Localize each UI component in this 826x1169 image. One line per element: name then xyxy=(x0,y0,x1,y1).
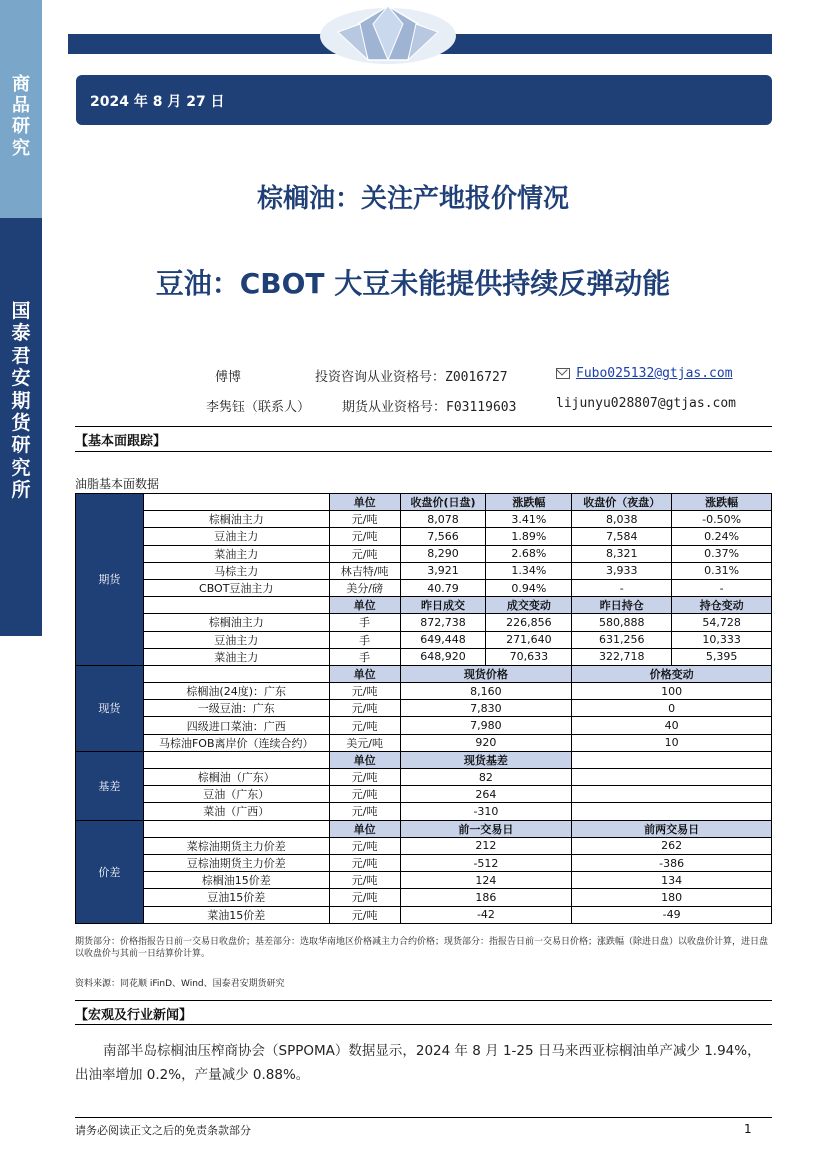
section-news-title: 【宏观及行业新闻】 xyxy=(75,1008,193,1023)
table-row xyxy=(76,528,772,545)
table-row xyxy=(76,820,772,837)
sidebar-institute-label: 国 泰 君 安 期 货 研 究 所 xyxy=(11,300,31,502)
divider xyxy=(75,426,772,427)
table-row xyxy=(76,562,772,579)
table-cell: 元/吨 xyxy=(329,837,400,854)
table-row xyxy=(76,803,772,820)
table-cell: 8,321 xyxy=(572,545,672,562)
table-row xyxy=(76,854,772,871)
group-label-spot: 现货 xyxy=(76,665,144,751)
table-row xyxy=(76,648,772,665)
table-cell: 100 xyxy=(572,683,772,700)
table-cell: 0.37% xyxy=(672,545,772,562)
group-label-basis: 基差 xyxy=(76,751,144,820)
table-cell xyxy=(143,751,329,768)
sub-title: 豆油：CBOT 大豆未能提供持续反弹动能 xyxy=(155,267,671,300)
table-cell: 920 xyxy=(400,734,572,751)
table-cell: 元/吨 xyxy=(329,717,400,734)
table-cell: 元/吨 xyxy=(329,854,400,871)
table-row xyxy=(76,751,772,768)
table-cell: 40.79 xyxy=(400,579,486,596)
table-cell xyxy=(572,786,772,803)
table-cell xyxy=(143,494,329,511)
table-cell: 264 xyxy=(400,786,572,803)
table-cell: 7,566 xyxy=(400,528,486,545)
row-label: 豆棕油期货主力价差 xyxy=(143,854,329,871)
table-row xyxy=(76,614,772,631)
table-cell: 3,921 xyxy=(400,562,486,579)
table-cell: 元/吨 xyxy=(329,769,400,786)
table-cell: - xyxy=(572,579,672,596)
fundamentals-table xyxy=(75,493,772,924)
table-cell: 元/吨 xyxy=(329,786,400,803)
author-cert-2: 期货从业资格号：F03119603 xyxy=(342,400,517,415)
column-header: 收盘价（夜盘） xyxy=(572,494,672,511)
column-header: 持仓变动 xyxy=(672,597,772,614)
table-cell: 0.31% xyxy=(672,562,772,579)
table-cell: 元/吨 xyxy=(329,545,400,562)
table-cell: 872,738 xyxy=(400,614,486,631)
table-cell xyxy=(572,769,772,786)
column-header: 昨日持仓 xyxy=(572,597,672,614)
table-row xyxy=(76,786,772,803)
table-cell: -42 xyxy=(400,906,572,923)
row-label: 菜油主力 xyxy=(143,545,329,562)
table-cell: 元/吨 xyxy=(329,528,400,545)
row-label: 四级进口菜油：广西 xyxy=(143,717,329,734)
table-cell: 648,920 xyxy=(400,648,486,665)
mail-icon xyxy=(556,368,570,379)
table-cell: -310 xyxy=(400,803,572,820)
table-cell xyxy=(572,803,772,820)
table-cell: 580,888 xyxy=(572,614,672,631)
column-header: 现货价格 xyxy=(400,665,572,682)
column-header: 单位 xyxy=(329,751,400,768)
table-cell: 124 xyxy=(400,872,572,889)
table-cell: 322,718 xyxy=(572,648,672,665)
table-cell: 8,038 xyxy=(572,511,672,528)
table-cell: 631,256 xyxy=(572,631,672,648)
data-source: 资料来源：同花顺 iFinD、Wind、国泰君安期货研究 xyxy=(75,979,285,989)
divider xyxy=(75,1000,772,1001)
table-cell: 元/吨 xyxy=(329,511,400,528)
table-cell: -512 xyxy=(400,854,572,871)
table-cell: 10 xyxy=(572,734,772,751)
column-header: 成交变动 xyxy=(486,597,572,614)
table-cell: 10,333 xyxy=(672,631,772,648)
table-cell: 0.94% xyxy=(486,579,572,596)
news-paragraph: 南部半岛棕榈油压榨商协会（SPPOMA）数据显示，2024 年 8 月 1-25 日马来西亚棕榈油单产减少 1.94%，出油率增加 0.2%，产量减少 0.88%。 xyxy=(75,1043,761,1083)
author-cert-1: 投资咨询从业资格号：Z0016727 xyxy=(315,370,508,385)
table-cell: 1.34% xyxy=(486,562,572,579)
table-cell: 3,933 xyxy=(572,562,672,579)
table-cell: 40 xyxy=(572,717,772,734)
table-cell: 3.41% xyxy=(486,511,572,528)
column-header: 涨跌幅 xyxy=(672,494,772,511)
row-label: 棕榈油（广东） xyxy=(143,769,329,786)
table-cell: 134 xyxy=(572,872,772,889)
diamond-logo-icon xyxy=(318,2,458,66)
table-row xyxy=(76,837,772,854)
table-row xyxy=(76,631,772,648)
group-label-spread: 价差 xyxy=(76,820,144,923)
main-title: 棕榈油：关注产地报价情况 xyxy=(256,184,569,214)
table-cell: 手 xyxy=(329,648,400,665)
table-cell: 元/吨 xyxy=(329,889,400,906)
table-cell: 手 xyxy=(329,614,400,631)
author-email-row-1 xyxy=(556,366,733,381)
table-cell: 649,448 xyxy=(400,631,486,648)
table-title: 油脂基本面数据 xyxy=(75,477,160,491)
table-row xyxy=(76,545,772,562)
table-cell: - xyxy=(672,579,772,596)
table-cell: 8,290 xyxy=(400,545,486,562)
table-cell: 262 xyxy=(572,837,772,854)
row-label: 棕榈油主力 xyxy=(143,614,329,631)
row-label: CBOT豆油主力 xyxy=(143,579,329,596)
sidebar-category-label: 商 品 研 究 xyxy=(12,74,30,159)
table-cell xyxy=(143,820,329,837)
table-cell: 0.24% xyxy=(672,528,772,545)
row-label: 马棕油FOB离岸价（连续合约） xyxy=(143,734,329,751)
footer-divider xyxy=(75,1117,772,1118)
table-row xyxy=(76,597,772,614)
row-label: 棕榈油主力 xyxy=(143,511,329,528)
divider xyxy=(75,451,772,452)
author-email-2[interactable]: lijunyu028807@gtjas.com xyxy=(556,396,737,411)
column-header: 单位 xyxy=(329,820,400,837)
table-cell: 美分/磅 xyxy=(329,579,400,596)
table-cell: 美元/吨 xyxy=(329,734,400,751)
table-cell: 手 xyxy=(329,631,400,648)
table-row xyxy=(76,494,772,511)
row-label: 棕榈油15价差 xyxy=(143,872,329,889)
table-cell: 2.68% xyxy=(486,545,572,562)
row-label: 菜油15价差 xyxy=(143,906,329,923)
row-label: 菜油（广西） xyxy=(143,803,329,820)
column-header: 现货基差 xyxy=(400,751,572,768)
table-cell: 林吉特/吨 xyxy=(329,562,400,579)
column-header: 单位 xyxy=(329,597,400,614)
table-cell xyxy=(572,751,772,768)
row-label: 菜油主力 xyxy=(143,648,329,665)
table-row xyxy=(76,734,772,751)
table-cell: 226,856 xyxy=(486,614,572,631)
table-cell: 元/吨 xyxy=(329,803,400,820)
table-cell: 8,160 xyxy=(400,683,572,700)
table-cell: 271,640 xyxy=(486,631,572,648)
column-header: 前两交易日 xyxy=(572,820,772,837)
table-cell: 8,078 xyxy=(400,511,486,528)
table-cell: 82 xyxy=(400,769,572,786)
table-cell: 7,980 xyxy=(400,717,572,734)
table-row xyxy=(76,717,772,734)
table-cell: 5,395 xyxy=(672,648,772,665)
column-header: 昨日成交 xyxy=(400,597,486,614)
row-label: 一级豆油：广东 xyxy=(143,700,329,717)
table-cell: 元/吨 xyxy=(329,683,400,700)
date-bar xyxy=(76,75,772,125)
table-cell: 180 xyxy=(572,889,772,906)
disclaimer-text: 请务必阅读正文之后的免责条款部分 xyxy=(75,1124,251,1137)
column-header: 涨跌幅 xyxy=(486,494,572,511)
author-email-1[interactable]: Fubo025132@gtjas.com xyxy=(576,366,733,381)
table-cell: 70,633 xyxy=(486,648,572,665)
table-cell: 7,830 xyxy=(400,700,572,717)
column-header: 单位 xyxy=(329,665,400,682)
report-date: 2024 年 8 月 27 日 xyxy=(90,94,225,110)
table-cell xyxy=(143,665,329,682)
row-label: 棕榈油(24度)：广东 xyxy=(143,683,329,700)
table-row xyxy=(76,769,772,786)
table-cell: 元/吨 xyxy=(329,906,400,923)
table-cell: 186 xyxy=(400,889,572,906)
author-name-1: 傅博 xyxy=(215,370,242,385)
table-row xyxy=(76,665,772,682)
row-label: 豆油主力 xyxy=(143,528,329,545)
author-name-2: 李隽钰（联系人） xyxy=(206,400,311,415)
table-cell: 54,728 xyxy=(672,614,772,631)
table-cell: 元/吨 xyxy=(329,700,400,717)
table-cell xyxy=(143,597,329,614)
section-fundamentals-title: 【基本面跟踪】 xyxy=(75,434,167,449)
table-cell: 0 xyxy=(572,700,772,717)
group-label-futures: 期货 xyxy=(76,494,144,666)
divider xyxy=(75,1024,772,1025)
table-row xyxy=(76,906,772,923)
table-note: 期货部分：价格指报告日前一交易日收盘价；基差部分：选取华南地区价格减主力合约价格；现货部分：指报告日前一交易日价格；涨跌幅（除进日盘）以收盘价计算，进日盘以收盘价与其前一日结算价计算。 xyxy=(75,937,769,960)
table-row xyxy=(76,683,772,700)
table-cell: 212 xyxy=(400,837,572,854)
row-label: 菜棕油期货主力价差 xyxy=(143,837,329,854)
row-label: 豆油（广东） xyxy=(143,786,329,803)
table-row xyxy=(76,511,772,528)
table-row xyxy=(76,872,772,889)
table-row xyxy=(76,700,772,717)
row-label: 豆油主力 xyxy=(143,631,329,648)
table-cell: 7,584 xyxy=(572,528,672,545)
page-number: 1 xyxy=(744,1122,752,1136)
table-row xyxy=(76,889,772,906)
table-row xyxy=(76,579,772,596)
table-cell: -0.50% xyxy=(672,511,772,528)
column-header: 前一交易日 xyxy=(400,820,572,837)
row-label: 马棕主力 xyxy=(143,562,329,579)
table-cell: 1.89% xyxy=(486,528,572,545)
column-header: 价格变动 xyxy=(572,665,772,682)
table-cell: -49 xyxy=(572,906,772,923)
table-cell: 元/吨 xyxy=(329,872,400,889)
column-header: 收盘价(日盘) xyxy=(400,494,486,511)
table-cell: -386 xyxy=(572,854,772,871)
column-header: 单位 xyxy=(329,494,400,511)
row-label: 豆油15价差 xyxy=(143,889,329,906)
